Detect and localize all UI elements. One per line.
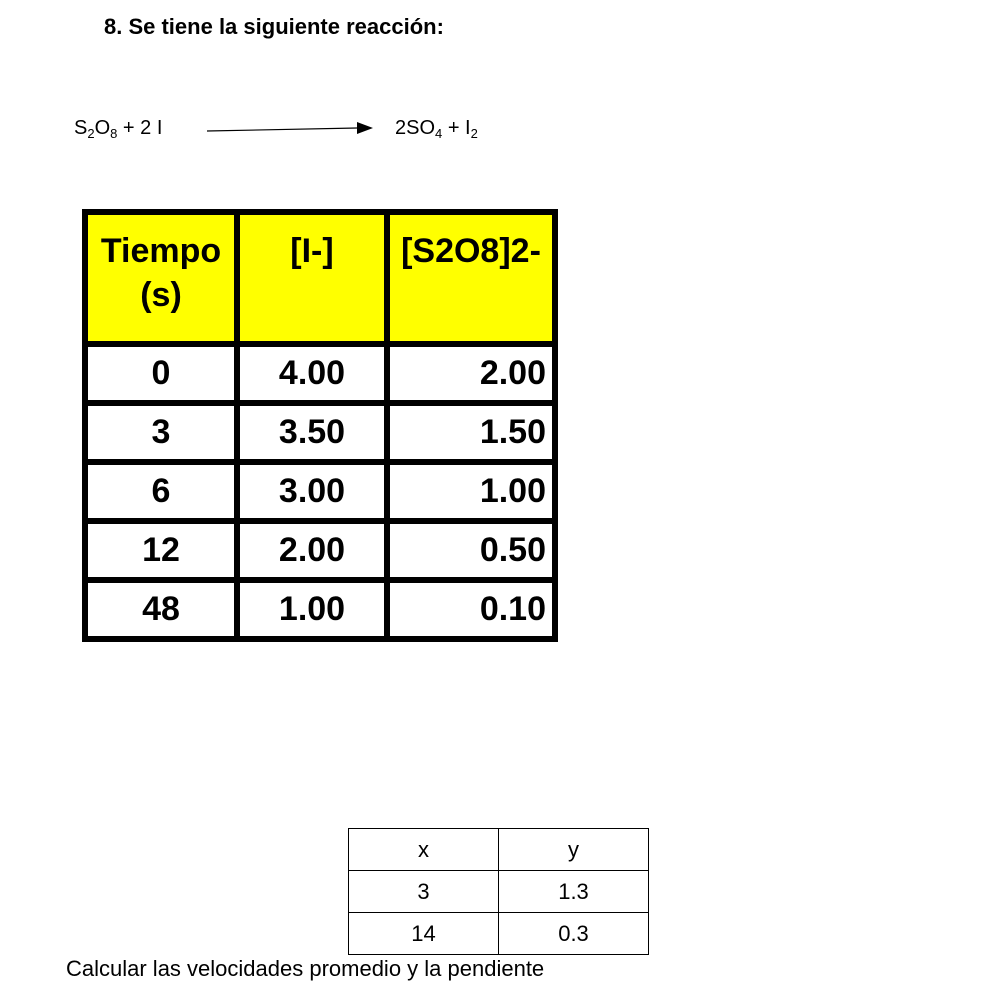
sulfur-symbol: S [74, 117, 88, 139]
concentration-table [82, 209, 558, 642]
header-time: Tiempo (s) [85, 212, 237, 344]
table-row [85, 344, 555, 403]
header-row [85, 212, 555, 344]
iodine-term: + I [442, 117, 471, 139]
iodide-cell: 3.50 [237, 403, 387, 462]
time-cell: 48 [85, 580, 237, 639]
y-cell: 0.3 [499, 913, 649, 955]
reaction-arrow-icon [207, 121, 373, 137]
persulfate-cell: 2.00 [387, 344, 555, 403]
time-cell: 12 [85, 521, 237, 580]
question-title: 8. Se tiene la siguiente reacción: [104, 14, 444, 39]
iodide-cell: 4.00 [237, 344, 387, 403]
iodide-cell: 1.00 [237, 580, 387, 639]
time-cell: 6 [85, 462, 237, 521]
iodide-cell: 3.00 [237, 462, 387, 521]
header-y: y [499, 829, 649, 871]
x-cell: 14 [349, 913, 499, 955]
xy-header-row [349, 829, 649, 871]
sulfate-subscript: 4 [435, 126, 443, 141]
y-cell: 1.3 [499, 871, 649, 913]
time-cell: 0 [85, 344, 237, 403]
table-row [349, 871, 649, 913]
table-row [85, 580, 555, 639]
persulfate-cell: 1.00 [387, 462, 555, 521]
persulfate-cell: 0.10 [387, 580, 555, 639]
table-row [85, 403, 555, 462]
time-cell: 3 [85, 403, 237, 462]
sulfate-term: 2SO [395, 117, 436, 139]
oxygen-subscript: 8 [110, 126, 118, 141]
instruction-text: Calcular las velocidades promedio y la pendiente [66, 956, 545, 981]
table-row [85, 462, 555, 521]
oxygen-symbol: O [94, 117, 111, 139]
iodide-cell: 2.00 [237, 521, 387, 580]
iodide-term: + 2 I [117, 117, 163, 139]
products [395, 117, 478, 141]
reactants [74, 117, 162, 141]
xy-table [348, 828, 649, 955]
header-persulfate: [S2O8]2- [387, 212, 555, 344]
persulfate-cell: 0.50 [387, 521, 555, 580]
header-iodide: [I-] [237, 212, 387, 344]
table-row [85, 521, 555, 580]
persulfate-cell: 1.50 [387, 403, 555, 462]
iodine-subscript: 2 [470, 126, 478, 141]
header-x: x [349, 829, 499, 871]
table-row [349, 913, 649, 955]
sulfur-subscript: 2 [87, 126, 95, 141]
x-cell: 3 [349, 871, 499, 913]
